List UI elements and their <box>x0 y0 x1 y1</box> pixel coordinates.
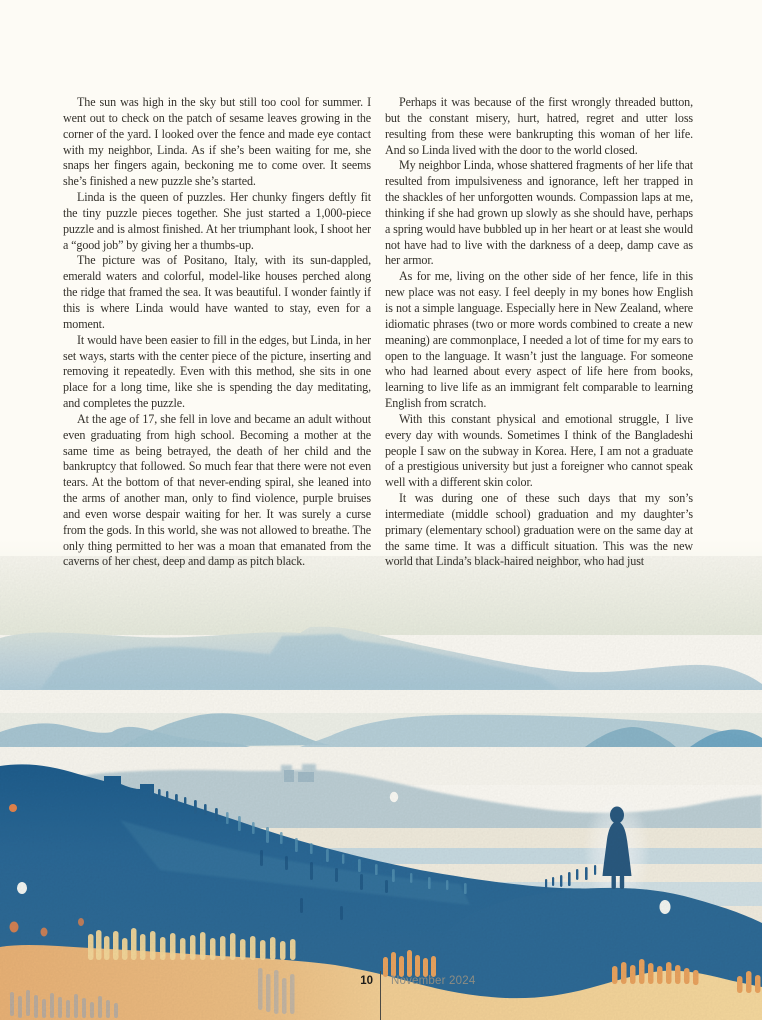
issue-date: November 2024 <box>391 975 476 987</box>
paragraph: Perhaps it was because of the first wrongly threaded button, but the constant misery, hurt, hatred, regret and utter loss resulting from these were bankrupting this woman of her life. And so Linda lived with the door to the world closed. <box>385 95 693 157</box>
article-left-column <box>63 95 371 643</box>
paragraph: With this constant physical and emotional struggle, I live every day with wounds. Sometimes I think of the Bangladeshi people I saw on the subway in Korea. Here, I am not a graduate of a prestigious university but just a foreigner who cannot speak well with a different skin color. <box>385 411 693 490</box>
paragraph: My neighbor Linda, whose shattered fragments of her life that resulted from impulsiveness and ignorance, left her trapped in the shackles of her unforgotten wounds. Compassion laps at me, thinking if she had grown up slowly as she should have, perhaps a spring would have bubbled up in her heart or at least she would not have had to live with the darkness of a deep, damp cave as her armor. <box>385 158 693 268</box>
paragraph: It was during one of these such days that my son’s intermediate (middle school) graduation and my daughter’s primary (elementary school) graduation were on the same day at the same time. It was a difficult situation. This was the new world that Linda’s black-haired neighbor, who had just <box>385 491 693 569</box>
paragraph: At the age of 17, she fell in love and became an adult without even graduating from high school. Becoming a mother at the same time as being betrayed, the death of her child and the bankruptcy that followed. So much fear that there were not even tears. At the bottom of that never-ending spiral, she leaned into the arms of another man, only to find violence, purple bruises and even worse despair waiting for her. It was surely a curse from the gods. In this world, she was not allowed to breathe. The only thing permitted to her was a moan that emanated from the caverns of her chest, deep and damp as pitch black. <box>63 411 371 569</box>
paragraph: Linda is the queen of puzzles. Her chunky fingers deftly fit the tiny puzzle pieces together. She just started a 1,000-piece puzzle and is almost finished. At her triumphant look, I shoot her a “good job” by giving her a thumbs-up. <box>63 190 371 252</box>
paragraph: The sun was high in the sky but still too cool for summer. I went out to check on the patch of sesame leaves growing in the corner of the yard. I looked over the fence and made eye contact with my neighbor, Linda. As if she’s been waiting for me, she snaps her fingers again, beckoning me to come over. It seems she’s finished a new puzzle she’s started. <box>63 95 371 189</box>
paragraph: The picture was of Positano, Italy, with its sun-dappled, emerald waters and colorful, model-like houses perched along the ridge that framed the sea. It was beautiful. I wonder faintly if this is where Linda would have wanted to stay, even for a moment. <box>63 253 371 331</box>
page-number: 10 <box>360 975 373 987</box>
paragraph: As for me, living on the other side of her fence, life in this new place was not easy. I feel deeply in my bones how English is not a simple language. Especially here in New Zealand, where idiomatic phrases (two or more words combined to create a new meaning) are commonplace, I needed a lot of time for my ears to open to the language. It wasn’t just the language. For someone who had learned about every aspect of life here from books, learning to live life as an immigrant felt comparable to learning English from scratch. <box>385 269 693 411</box>
paragraph: It would have been easier to fill in the edges, but Linda, in her set ways, starts with the center piece of the picture, inserting and removing it repeatedly. Even with this method, she sits in one place for a long time, like she is spending the day meditating, and completes the puzzle. <box>63 332 371 411</box>
article-right-column <box>385 95 693 643</box>
